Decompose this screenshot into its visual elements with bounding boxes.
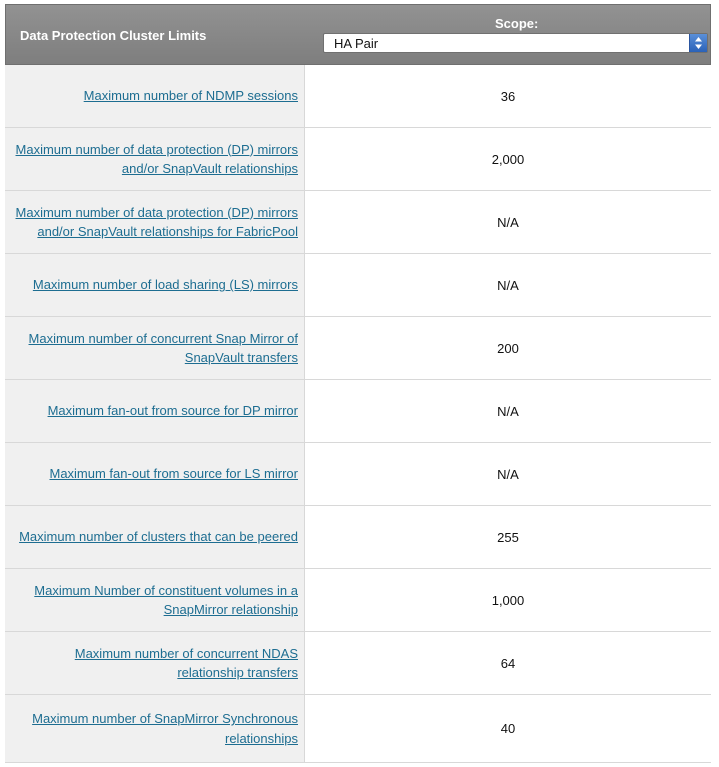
table-row	[5, 317, 711, 380]
table-row	[5, 65, 711, 128]
limit-value: N/A	[305, 443, 711, 505]
limit-link[interactable]: Maximum Number of constituent volumes in a SnapMirror relationship	[34, 582, 298, 617]
limit-link[interactable]: Maximum number of clusters that can be peered	[19, 529, 298, 545]
limit-link[interactable]: Maximum number of concurrent Snap Mirror of SnapVault transfers	[28, 330, 298, 365]
limit-label-cell	[5, 191, 305, 253]
limit-label-cell	[5, 128, 305, 190]
limit-link[interactable]: Maximum number of load sharing (LS) mirrors	[32, 277, 298, 293]
table-row	[5, 695, 711, 763]
limit-value: 1,000	[305, 569, 711, 631]
limits-table	[5, 65, 711, 763]
table-row	[5, 380, 711, 443]
table-row	[5, 191, 711, 254]
limit-link[interactable]: Maximum number of NDMP sessions	[83, 88, 298, 104]
limit-link[interactable]: Maximum fan-out from source for LS mirror	[49, 466, 298, 482]
limit-link[interactable]: Maximum number of concurrent NDAS relationship transfers	[74, 645, 298, 680]
scope-selected-value: HA Pair	[334, 36, 379, 51]
scope-label: Scope:	[495, 16, 539, 31]
table-row	[5, 506, 711, 569]
limit-link[interactable]: Maximum fan-out from source for DP mirror	[47, 403, 298, 419]
table-row	[5, 254, 711, 317]
limit-label-cell	[5, 443, 305, 505]
limit-label-cell	[5, 254, 305, 316]
table-header	[5, 4, 711, 65]
limit-value: 36	[305, 65, 711, 127]
scope-select[interactable]	[323, 33, 708, 53]
updown-arrows-icon[interactable]	[689, 34, 707, 52]
limit-label-cell	[5, 569, 305, 631]
limit-value: N/A	[305, 191, 711, 253]
limit-value: 2,000	[305, 128, 711, 190]
limit-value: 255	[305, 506, 711, 568]
limit-value: N/A	[305, 380, 711, 442]
limit-label-cell	[5, 695, 305, 762]
limit-value: 40	[305, 695, 711, 762]
limit-value: 200	[305, 317, 711, 379]
limit-value: N/A	[305, 254, 711, 316]
limit-value: 64	[305, 632, 711, 694]
limit-link[interactable]: Maximum number of SnapMirror Synchronous relationships	[32, 711, 298, 746]
header-title: Data Protection Cluster Limits	[20, 28, 207, 43]
limit-label-cell	[5, 506, 305, 568]
limit-label-cell	[5, 380, 305, 442]
limit-label-cell	[5, 317, 305, 379]
table-row	[5, 569, 711, 632]
limit-label-cell	[5, 632, 305, 694]
table-row	[5, 632, 711, 695]
table-row	[5, 128, 711, 191]
table-row	[5, 443, 711, 506]
limit-link[interactable]: Maximum number of data protection (DP) mirrors and/or SnapVault relationships	[15, 141, 298, 176]
limit-label-cell	[5, 65, 305, 127]
limit-link[interactable]: Maximum number of data protection (DP) mirrors and/or SnapVault relationships for FabricPool	[15, 204, 298, 239]
